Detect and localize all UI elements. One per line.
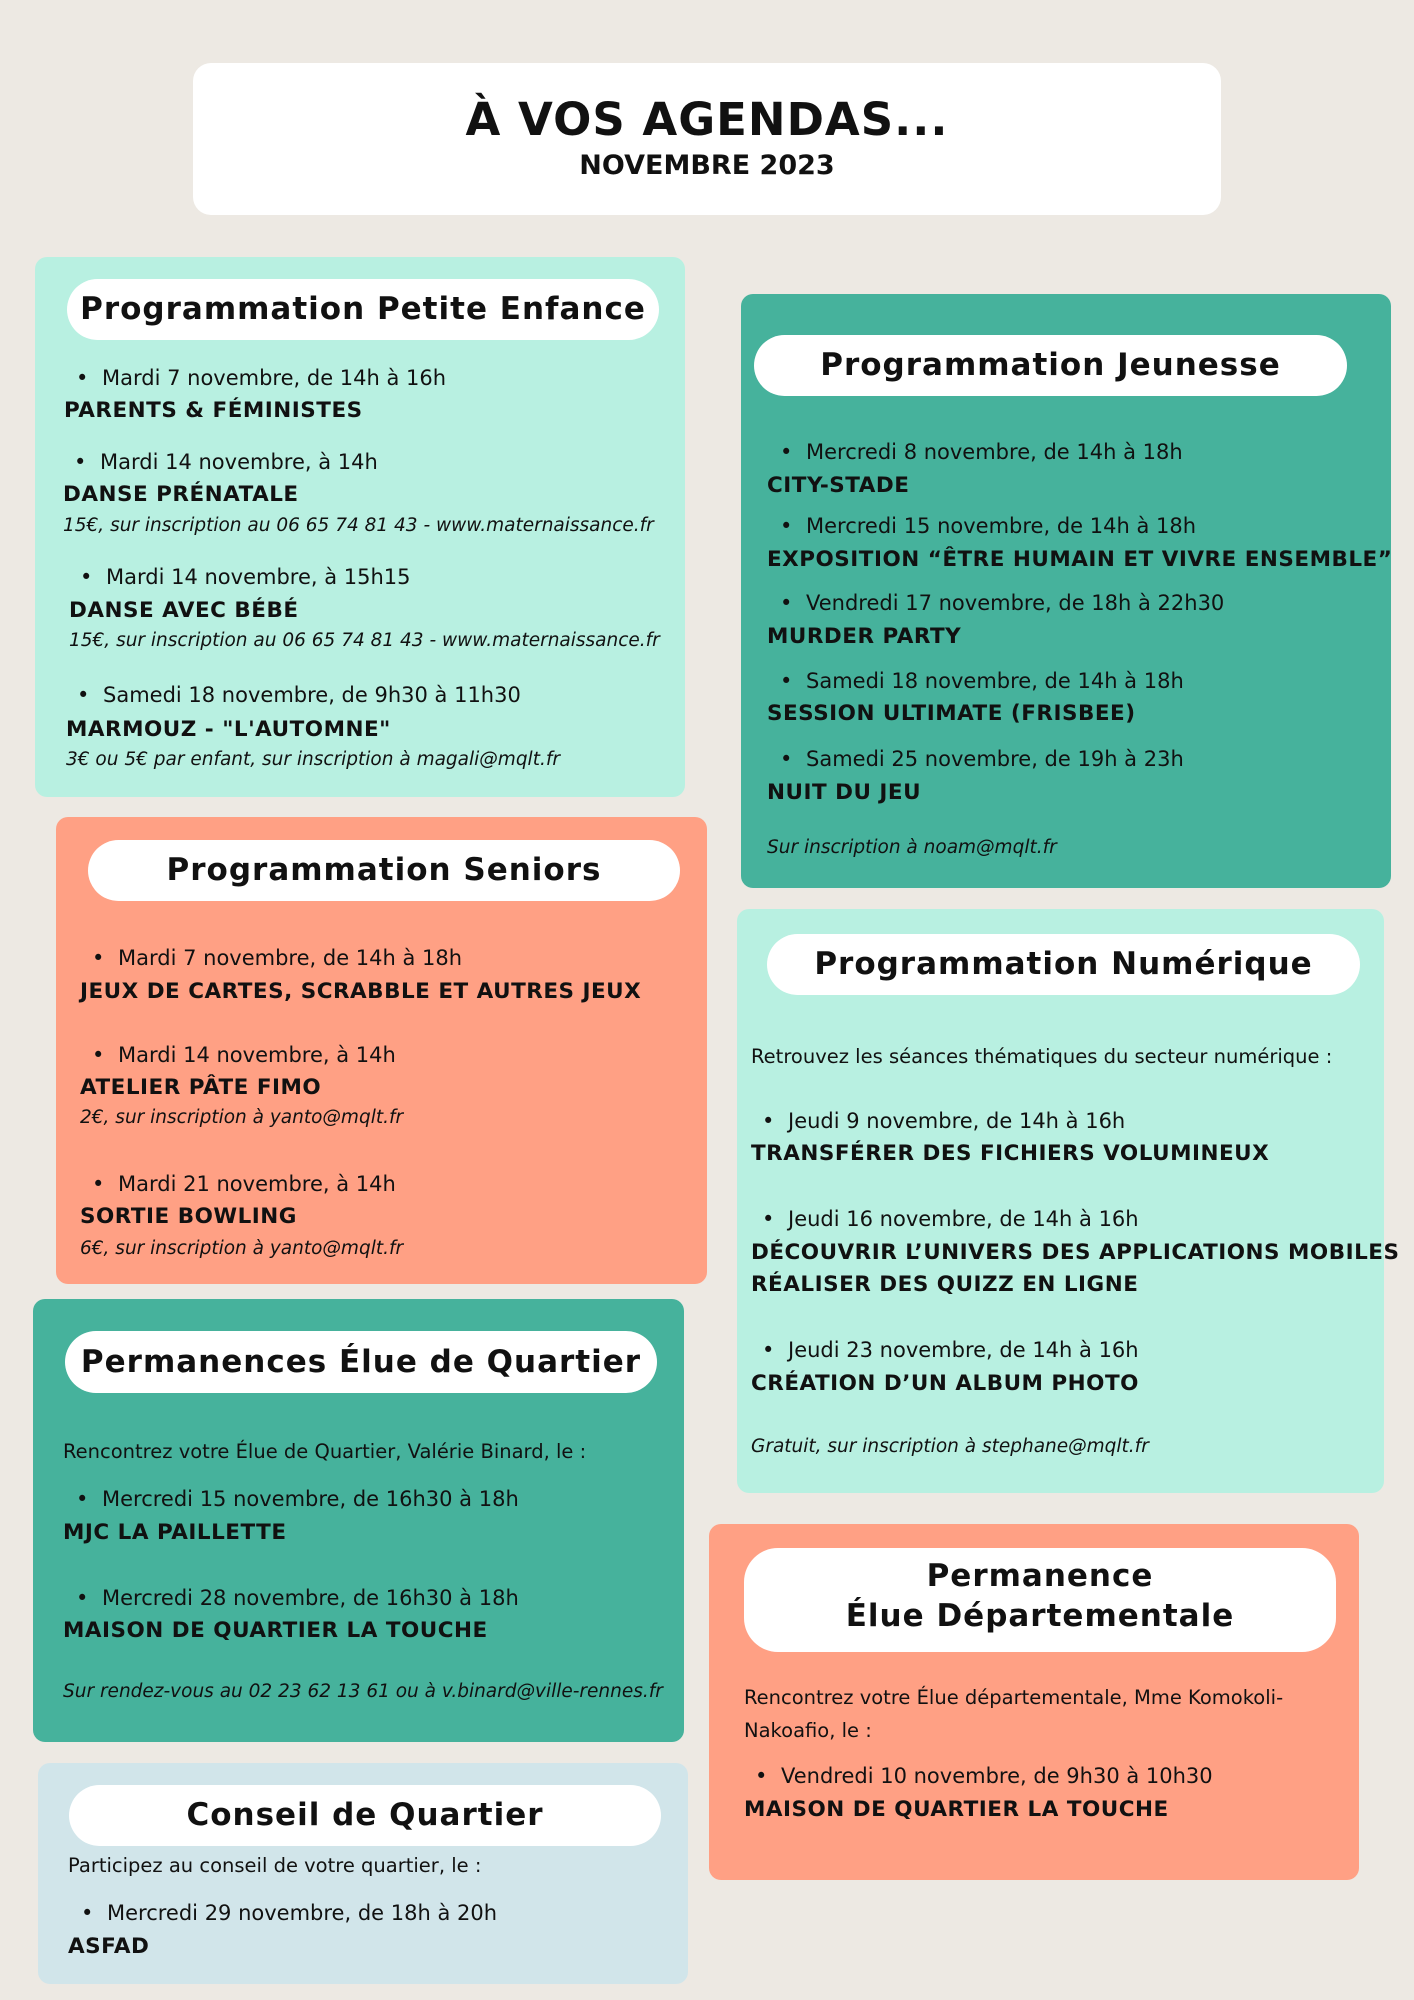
elue-departementale-title-line2: Élue Départementale — [845, 1598, 1235, 1634]
petite-enfance-note-2: 15€, sur inscription au 06 65 74 81 43 - www.maternaissance.fr — [63, 515, 654, 536]
numerique-event-2: DÉCOUVRIR L’UNIVERS DES APPLICATIONS MOBILES — [751, 1240, 1400, 1265]
page-header — [193, 63, 1221, 215]
elue-departementale-intro-1: Rencontrez votre Élue départementale, Mme Komokoli- — [744, 1686, 1284, 1709]
seniors-event-3: SORTIE BOWLING — [80, 1204, 297, 1229]
petite-enfance-title: Programmation Petite Enfance — [67, 279, 659, 340]
page-title: À VOS AGENDAS... — [465, 93, 949, 146]
jeunesse-date-5: • Samedi 25 novembre, de 19h à 23h — [780, 747, 1184, 771]
seniors-date-1: • Mardi 7 novembre, de 14h à 18h — [92, 946, 462, 970]
elue-quartier-event-1: MJC LA PAILLETTE — [63, 1520, 287, 1545]
elue-quartier-intro: Rencontrez votre Élue de Quartier, Valérie Binard, le : — [63, 1440, 587, 1463]
conseil-intro: Participez au conseil de votre quartier, le : — [68, 1854, 482, 1877]
elue-quartier-note: Sur rendez-vous au 02 23 62 13 61 ou à v.binard@ville-rennes.fr — [63, 1681, 663, 1702]
jeunesse-event-3: MURDER PARTY — [767, 624, 962, 649]
numerique-title: Programmation Numérique — [767, 934, 1360, 995]
petite-enfance-note-3: 15€, sur inscription au 06 65 74 81 43 - www.maternaissance.fr — [69, 630, 660, 651]
jeunesse-event-2: EXPOSITION “ÊTRE HUMAIN ET VIVRE ENSEMBLE” — [767, 547, 1393, 572]
seniors-note-3: 6€, sur inscription à yanto@mqlt.fr — [80, 1238, 404, 1259]
jeunesse-date-2: • Mercredi 15 novembre, de 14h à 18h — [780, 514, 1196, 538]
elue-quartier-date-1: • Mercredi 15 novembre, de 16h30 à 18h — [76, 1487, 519, 1511]
petite-enfance-event-2: DANSE PRÉNATALE — [63, 482, 299, 507]
numerique-note: Gratuit, sur inscription à stephane@mqlt.fr — [751, 1436, 1149, 1457]
page-subtitle: NOVEMBRE 2023 — [579, 150, 835, 181]
numerique-event-1: TRANSFÉRER DES FICHIERS VOLUMINEUX — [751, 1141, 1270, 1166]
jeunesse-date-3: • Vendredi 17 novembre, de 18h à 22h30 — [780, 591, 1224, 615]
jeunesse-date-1: • Mercredi 8 novembre, de 14h à 18h — [780, 440, 1183, 464]
elue-quartier-date-2: • Mercredi 28 novembre, de 16h30 à 18h — [76, 1586, 519, 1610]
seniors-note-2: 2€, sur inscription à yanto@mqlt.fr — [80, 1107, 404, 1128]
numerique-date-1: • Jeudi 9 novembre, de 14h à 16h — [762, 1109, 1125, 1133]
jeunesse-title: Programmation Jeunesse — [754, 335, 1347, 396]
petite-enfance-date-2: • Mardi 14 novembre, à 14h — [74, 450, 378, 474]
seniors-date-2: • Mardi 14 novembre, à 14h — [92, 1043, 396, 1067]
elue-quartier-event-2: MAISON DE QUARTIER LA TOUCHE — [63, 1618, 488, 1643]
petite-enfance-note-4: 3€ ou 5€ par enfant, sur inscription à magali@mqlt.fr — [66, 749, 560, 770]
elue-departementale-title — [744, 1548, 1336, 1652]
petite-enfance-date-1: • Mardi 7 novembre, de 14h à 16h — [76, 366, 446, 390]
seniors-event-2: ATELIER PÂTE FIMO — [80, 1075, 322, 1100]
elue-departementale-date-1: • Vendredi 10 novembre, de 9h30 à 10h30 — [755, 1764, 1213, 1788]
elue-departementale-intro-2: Nakoafio, le : — [744, 1719, 872, 1742]
petite-enfance-date-4: • Samedi 18 novembre, de 9h30 à 11h30 — [77, 683, 521, 707]
conseil-date-1: • Mercredi 29 novembre, de 18h à 20h — [81, 1901, 497, 1925]
numerique-event-2b: RÉALISER DES QUIZZ EN LIGNE — [751, 1272, 1139, 1297]
conseil-title: Conseil de Quartier — [69, 1785, 661, 1846]
numerique-intro: Retrouvez les séances thématiques du secteur numérique : — [751, 1045, 1333, 1068]
numerique-date-2: • Jeudi 16 novembre, de 14h à 16h — [762, 1207, 1139, 1231]
panel-numerique — [737, 909, 1384, 1493]
seniors-event-1: JEUX DE CARTES, SCRABBLE ET AUTRES JEUX — [80, 979, 642, 1004]
elue-quartier-title: Permanences Élue de Quartier — [65, 1331, 657, 1393]
numerique-event-3: CRÉATION D’UN ALBUM PHOTO — [751, 1371, 1139, 1396]
seniors-title: Programmation Seniors — [88, 840, 680, 901]
elue-departementale-event-1: MAISON DE QUARTIER LA TOUCHE — [744, 1797, 1169, 1822]
jeunesse-date-4: • Samedi 18 novembre, de 14h à 18h — [780, 669, 1184, 693]
numerique-date-3: • Jeudi 23 novembre, de 14h à 16h — [762, 1338, 1139, 1362]
seniors-date-3: • Mardi 21 novembre, à 14h — [92, 1172, 396, 1196]
jeunesse-event-5: NUIT DU JEU — [767, 780, 922, 805]
petite-enfance-date-3: • Mardi 14 novembre, à 15h15 — [80, 565, 411, 589]
jeunesse-event-4: SESSION ULTIMATE (FRISBEE) — [767, 701, 1136, 726]
jeunesse-note: Sur inscription à noam@mqlt.fr — [767, 837, 1057, 858]
conseil-event-1: ASFAD — [68, 1934, 150, 1959]
petite-enfance-event-1: PARENTS & FÉMINISTES — [64, 398, 363, 423]
petite-enfance-event-3: DANSE AVEC BÉBÉ — [69, 598, 299, 623]
petite-enfance-event-4: MARMOUZ - "L'AUTOMNE" — [66, 717, 391, 742]
elue-departementale-title-line1: Permanence — [926, 1558, 1154, 1594]
jeunesse-event-1: CITY-STADE — [767, 473, 910, 498]
